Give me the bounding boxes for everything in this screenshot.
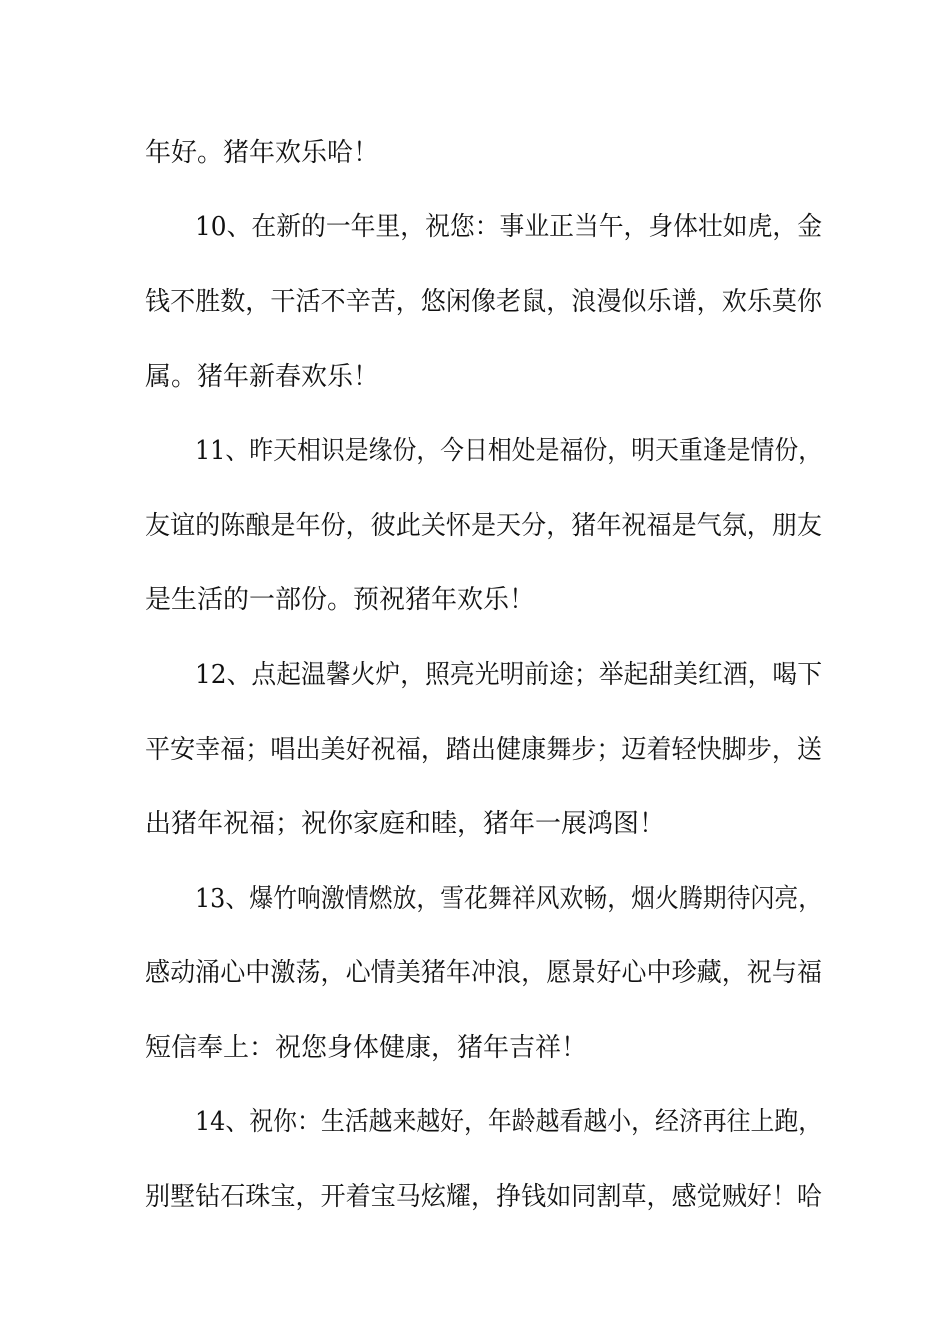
text-line (0, 879, 950, 919)
line-text: 短信奉上：祝您身体健康，猪年吉祥！ (145, 1033, 588, 1063)
text-line (0, 804, 950, 844)
line-text: 11、昨天相识是缘份，今日相处是福份，明天重逢是情份， (195, 436, 823, 466)
line-text: 平安幸福；唱出美好祝福，踏出健康舞步；迈着轻快脚步，送 (145, 735, 823, 765)
line-text: 友谊的陈酿是年份，彼此关怀是天分，猪年祝福是气氛，朋友 (145, 511, 823, 541)
text-line (0, 730, 950, 770)
text-line (0, 1177, 950, 1217)
line-text: 12、点起温馨火炉，照亮光明前途；举起甜美红酒，喝下 (195, 660, 823, 690)
text-line (0, 431, 950, 471)
line-text: 别墅钻石珠宝，开着宝马炫耀，挣钱如同割草，感觉贼好！哈 (145, 1182, 823, 1212)
line-text: 年好。猪年欢乐哈！ (145, 138, 380, 168)
text-line (0, 1102, 950, 1142)
line-text: 10、在新的一年里，祝您：事业正当午，身体壮如虎，金 (195, 212, 823, 242)
text-line (0, 655, 950, 695)
text-line (0, 506, 950, 546)
text-line (0, 207, 950, 247)
line-text: 是生活的一部份。预祝猪年欢乐！ (145, 585, 536, 615)
text-line (0, 357, 950, 397)
line-text: 13、爆竹响激情燃放，雪花舞祥风欢畅，烟火腾期待闪亮， (195, 884, 823, 914)
text-line (0, 580, 950, 620)
line-text: 感动涌心中激荡，心情美猪年冲浪，愿景好心中珍藏，祝与福 (145, 958, 823, 988)
text-line (0, 133, 950, 173)
text-line (0, 1028, 950, 1068)
text-line (0, 282, 950, 322)
line-text: 出猪年祝福；祝你家庭和睦，猪年一展鸿图！ (145, 809, 666, 839)
line-text: 钱不胜数，干活不辛苦，悠闲像老鼠，浪漫似乐谱，欢乐莫你 (145, 287, 823, 317)
line-text: 14、祝你：生活越来越好，年龄越看越小，经济再往上跑， (195, 1107, 823, 1137)
text-line (0, 953, 950, 993)
line-text: 属。猪年新春欢乐！ (145, 362, 380, 392)
